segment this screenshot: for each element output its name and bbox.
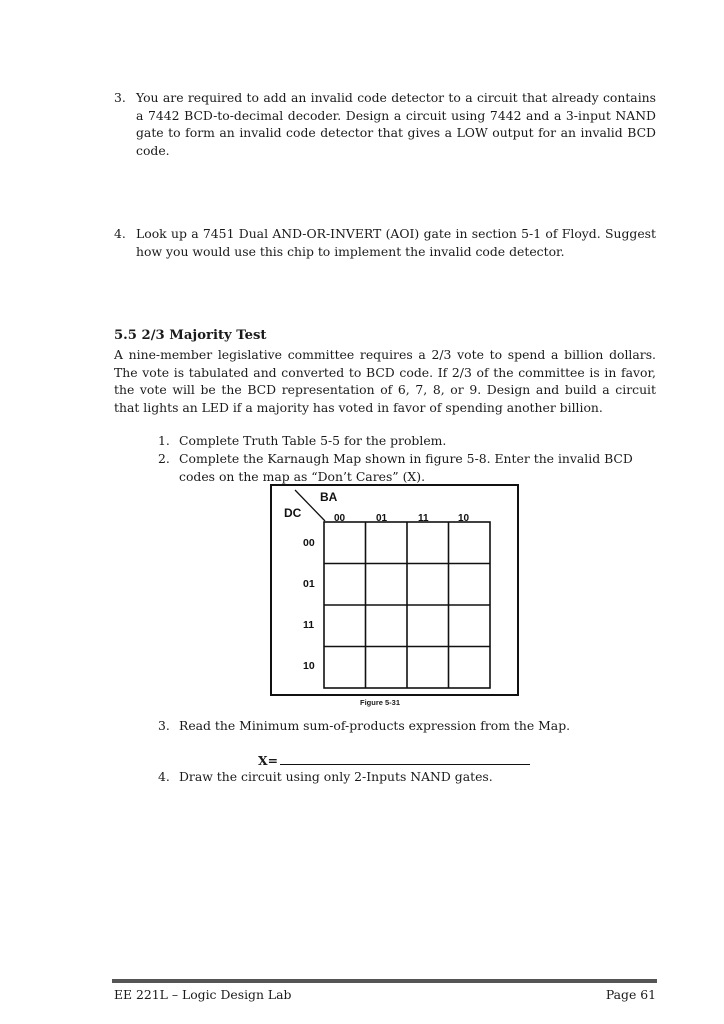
footer-page-number: Page 61 bbox=[605, 987, 656, 1002]
kmap-col-label: 01 bbox=[376, 513, 388, 524]
step-text: Read the Minimum sum-of-products expression from the Map. bbox=[179, 718, 571, 733]
step-1 bbox=[158, 432, 656, 450]
kmap-cells bbox=[324, 522, 490, 688]
problem-text: Look up a 7451 Dual AND-OR-INVERT (AOI) gate in section 5-1 of Floyd. Suggest how you would use this chip to implement the invalid code detector. bbox=[136, 226, 656, 259]
step-4 bbox=[158, 768, 656, 786]
figure-caption: Figure 5-31 bbox=[360, 698, 401, 707]
problem-4 bbox=[114, 225, 656, 260]
step-text: Draw the circuit using only 2-Inputs NAND gates. bbox=[179, 769, 493, 784]
kmap-col-label: 10 bbox=[458, 513, 470, 524]
step-number: 2. bbox=[158, 451, 170, 466]
kmap-row-var: DC bbox=[284, 506, 302, 520]
kmap-row-label: 01 bbox=[303, 578, 315, 590]
step-text: Complete Truth Table 5-5 for the problem. bbox=[179, 433, 447, 448]
kmap-col-label: 00 bbox=[334, 513, 346, 524]
step-number: 4. bbox=[158, 769, 170, 784]
kmap-row-label: 10 bbox=[303, 660, 315, 672]
problem-number: 3. bbox=[114, 90, 126, 105]
kmap-col-var: BA bbox=[320, 490, 338, 504]
answer-line bbox=[258, 752, 530, 768]
problem-number: 4. bbox=[114, 226, 126, 241]
answer-label: X= bbox=[258, 753, 278, 768]
answer-blank bbox=[280, 752, 530, 765]
karnaugh-map bbox=[270, 484, 519, 696]
step-text: Complete the Karnaugh Map shown in figure 5-8. Enter the invalid BCD codes on the map as “Don’t Cares” (X). bbox=[179, 451, 633, 484]
kmap-row-label: 11 bbox=[303, 619, 315, 631]
karnaugh-map-grid bbox=[272, 486, 517, 694]
step-2 bbox=[158, 450, 656, 485]
section-title: 5.5 2/3 Majority Test bbox=[114, 328, 267, 343]
footer-course: EE 221L – Logic Design Lab bbox=[114, 987, 292, 1002]
section-body: A nine-member legislative committee requires a 2/3 vote to spend a billion dollars. The vote is tabulated and converted to BCD code. If 2/3 of the committee is in favor, the vote will be the BCD representation of 6, 7, 8, or 9. Design and build a circuit that lights an LED if a majority has voted in favor of spending another billion. bbox=[114, 347, 656, 415]
footer-rule bbox=[112, 979, 657, 983]
problem-text: You are required to add an invalid code detector to a circuit that already contains a 7442 BCD-to-decimal decoder. Design a circuit using 7442 and a 3-input NAND gate to form an invalid code detector that gives a LOW output for an invalid BCD code. bbox=[136, 90, 656, 158]
step-number: 1. bbox=[158, 433, 170, 448]
kmap-col-label: 11 bbox=[418, 513, 429, 524]
problem-3 bbox=[114, 89, 656, 159]
kmap-row-label: 00 bbox=[303, 537, 315, 549]
step-number: 3. bbox=[158, 718, 170, 733]
step-3 bbox=[158, 717, 656, 735]
